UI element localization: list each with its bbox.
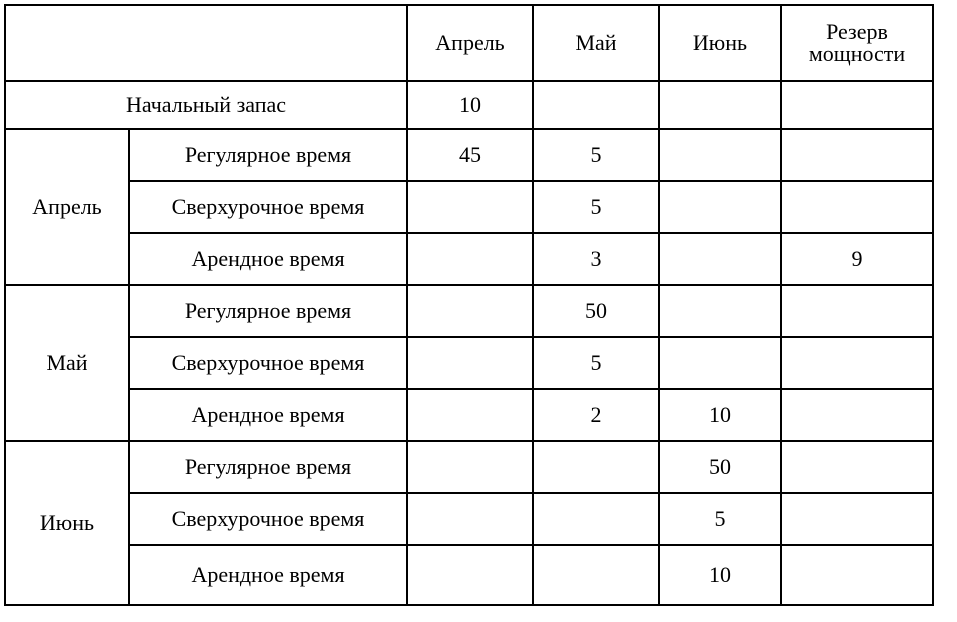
table-cell: [781, 285, 933, 337]
table-cell: [781, 181, 933, 233]
source-label: Арендное время: [129, 389, 407, 441]
table-cell: 5: [533, 337, 659, 389]
table-cell: [781, 81, 933, 129]
table-cell: [407, 285, 533, 337]
table-cell: 50: [533, 285, 659, 337]
source-label: Регулярное время: [129, 285, 407, 337]
table-cell: [659, 181, 781, 233]
table-cell: 5: [659, 493, 781, 545]
header-row: [5, 5, 933, 81]
table-cell: [407, 493, 533, 545]
column-header-june: Июнь: [659, 5, 781, 81]
table-cell: [407, 233, 533, 285]
table-cell: [781, 389, 933, 441]
table-cell: [533, 493, 659, 545]
table-row: [5, 233, 933, 285]
table-row: [5, 129, 933, 181]
column-header-capacity-reserve: Резерв мощности: [781, 5, 933, 81]
table-cell: [781, 337, 933, 389]
table-row: [5, 441, 933, 493]
table-cell: 3: [533, 233, 659, 285]
column-header-april: Апрель: [407, 5, 533, 81]
table-cell: [659, 285, 781, 337]
table-cell: [407, 337, 533, 389]
table-cell: [659, 233, 781, 285]
production-plan-table: [4, 4, 934, 606]
table-cell: 5: [533, 181, 659, 233]
column-header-may: Май: [533, 5, 659, 81]
table-row: [5, 285, 933, 337]
table-cell: [533, 441, 659, 493]
period-label-may: Май: [5, 285, 129, 441]
table-cell: [781, 441, 933, 493]
table-cell: [781, 493, 933, 545]
table-cell: 10: [659, 545, 781, 605]
table-row: [5, 337, 933, 389]
period-label-june: Июнь: [5, 441, 129, 605]
source-label: Арендное время: [129, 233, 407, 285]
source-label: Арендное время: [129, 545, 407, 605]
table-row: [5, 181, 933, 233]
table-cell: 50: [659, 441, 781, 493]
table-cell: [659, 129, 781, 181]
initial-inventory-label: Начальный запас: [5, 81, 407, 129]
table-cell: 10: [407, 81, 533, 129]
source-label: Регулярное время: [129, 129, 407, 181]
table-body: [5, 5, 933, 605]
header-corner-cell: [5, 5, 407, 81]
table-cell: [659, 337, 781, 389]
table-cell: [407, 181, 533, 233]
source-label: Регулярное время: [129, 441, 407, 493]
table-row: [5, 389, 933, 441]
table-cell: [781, 129, 933, 181]
table-cell: [407, 441, 533, 493]
table-cell: 45: [407, 129, 533, 181]
table-cell: [407, 389, 533, 441]
table-cell: [407, 545, 533, 605]
initial-inventory-row: [5, 81, 933, 129]
table-cell: 10: [659, 389, 781, 441]
table-cell: [659, 81, 781, 129]
source-label: Сверхурочное время: [129, 337, 407, 389]
table-cell: 2: [533, 389, 659, 441]
table-cell: 5: [533, 129, 659, 181]
period-label-april: Апрель: [5, 129, 129, 285]
source-label: Сверхурочное время: [129, 181, 407, 233]
table-cell: 9: [781, 233, 933, 285]
table-cell: [781, 545, 933, 605]
source-label: Сверхурочное время: [129, 493, 407, 545]
table-cell: [533, 81, 659, 129]
table-row: [5, 493, 933, 545]
table-cell: [533, 545, 659, 605]
table-row: [5, 545, 933, 605]
